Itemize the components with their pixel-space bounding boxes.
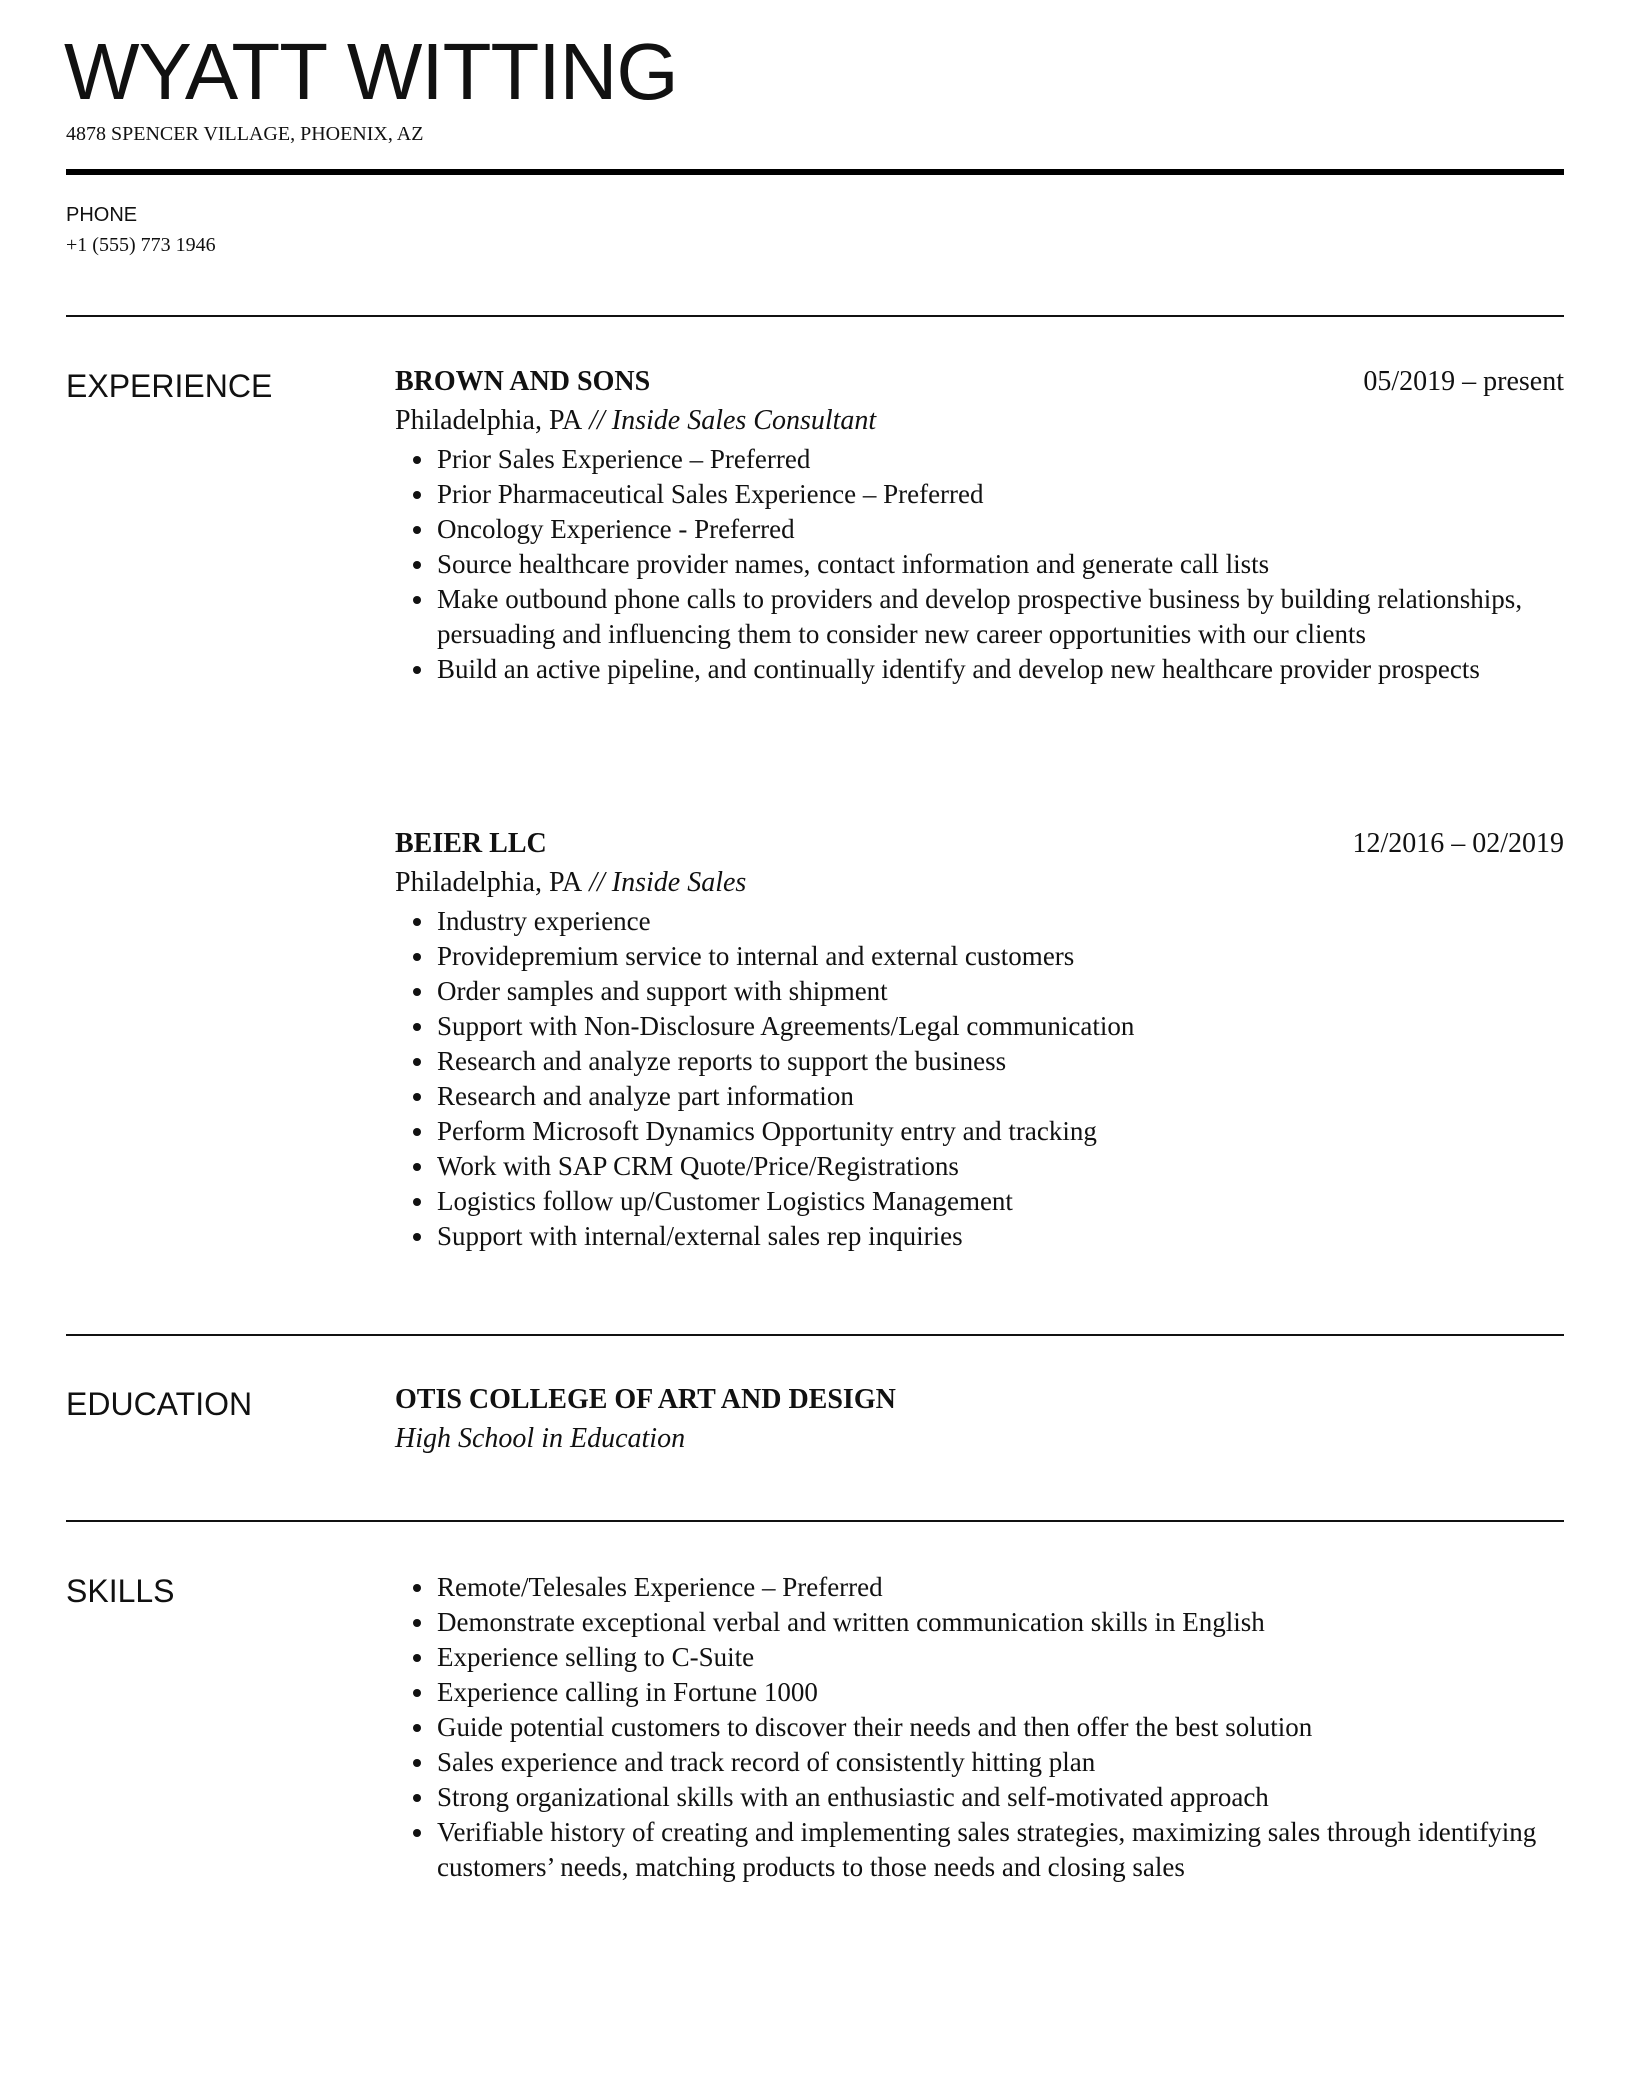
list-item: Industry experience	[437, 904, 1564, 939]
phone-number: +1 (555) 773 1946	[66, 234, 216, 256]
skills-entry	[395, 1570, 1564, 1885]
list-item: Support with internal/external sales rep inquiries	[437, 1219, 1564, 1254]
list-item: Experience selling to C-Suite	[437, 1640, 1564, 1675]
job-entry	[395, 826, 1564, 1254]
section-divider-experience	[66, 315, 1564, 317]
job-role: Inside Sales	[611, 867, 747, 898]
company-name: BEIER LLC	[395, 828, 547, 859]
job-subline	[395, 865, 1564, 900]
list-item: Remote/Telesales Experience – Preferred	[437, 1570, 1564, 1605]
list-item: Build an active pipeline, and continually identify and develop new healthcare provider prospects	[437, 652, 1564, 687]
section-divider-skills	[66, 1520, 1564, 1522]
list-item: Prior Sales Experience – Preferred	[437, 442, 1564, 477]
list-item: Demonstrate exceptional verbal and written communication skills in English	[437, 1605, 1564, 1640]
list-item: Research and analyze reports to support the business	[437, 1044, 1564, 1079]
job-header	[395, 826, 1564, 861]
list-item: Make outbound phone calls to providers and develop prospective business by building relationships, persuading and influencing them to consider new career opportunities with our clients	[437, 582, 1564, 652]
skills-list	[395, 1570, 1564, 1885]
list-item: Work with SAP CRM Quote/Price/Registrations	[437, 1149, 1564, 1184]
job-dates: 05/2019 – present	[1363, 366, 1564, 397]
list-item: Verifiable history of creating and implementing sales strategies, maximizing sales through identifying customers’ needs, matching products to those needs and closing sales	[437, 1815, 1564, 1885]
job-dates: 12/2016 – 02/2019	[1352, 828, 1564, 859]
role-separator: //	[582, 405, 612, 436]
job-subline	[395, 403, 1564, 438]
list-item: Providepremium service to internal and external customers	[437, 939, 1564, 974]
list-item: Experience calling in Fortune 1000	[437, 1675, 1564, 1710]
job-location: Philadelphia, PA	[395, 867, 583, 898]
company-name: BROWN AND SONS	[395, 366, 651, 397]
header-divider	[66, 169, 1564, 175]
candidate-name: WYATT WITTING	[64, 27, 678, 116]
list-item: Research and analyze part information	[437, 1079, 1564, 1114]
section-label-experience: EXPERIENCE	[66, 368, 273, 404]
list-item: Strong organizational skills with an enthusiastic and self-motivated approach	[437, 1780, 1564, 1815]
list-item: Prior Pharmaceutical Sales Experience – Preferred	[437, 477, 1564, 512]
list-item: Perform Microsoft Dynamics Opportunity entry and tracking	[437, 1114, 1564, 1149]
section-label-skills: SKILLS	[66, 1573, 175, 1609]
job-bullets	[395, 904, 1564, 1254]
job-entry	[395, 364, 1564, 687]
list-item: Sales experience and track record of consistently hitting plan	[437, 1745, 1564, 1780]
list-item: Support with Non-Disclosure Agreements/Legal communication	[437, 1009, 1564, 1044]
list-item: Order samples and support with shipment	[437, 974, 1564, 1009]
phone-label: PHONE	[66, 204, 138, 226]
job-location: Philadelphia, PA	[395, 405, 583, 436]
list-item: Oncology Experience - Preferred	[437, 512, 1564, 547]
job-role: Inside Sales Consultant	[611, 405, 877, 436]
degree: High School in Education	[395, 1423, 686, 1454]
section-divider-education	[66, 1334, 1564, 1336]
candidate-address: 4878 SPENCER VILLAGE, PHOENIX, AZ	[66, 123, 424, 145]
section-label-education: EDUCATION	[66, 1386, 253, 1422]
job-bullets	[395, 442, 1564, 687]
list-item: Source healthcare provider names, contact information and generate call lists	[437, 547, 1564, 582]
role-separator: //	[582, 867, 612, 898]
job-header	[395, 364, 1564, 399]
list-item: Logistics follow up/Customer Logistics Management	[437, 1184, 1564, 1219]
school-name: OTIS COLLEGE OF ART AND DESIGN	[395, 1384, 896, 1415]
education-entry	[395, 1382, 1564, 1456]
list-item: Guide potential customers to discover their needs and then offer the best solution	[437, 1710, 1564, 1745]
